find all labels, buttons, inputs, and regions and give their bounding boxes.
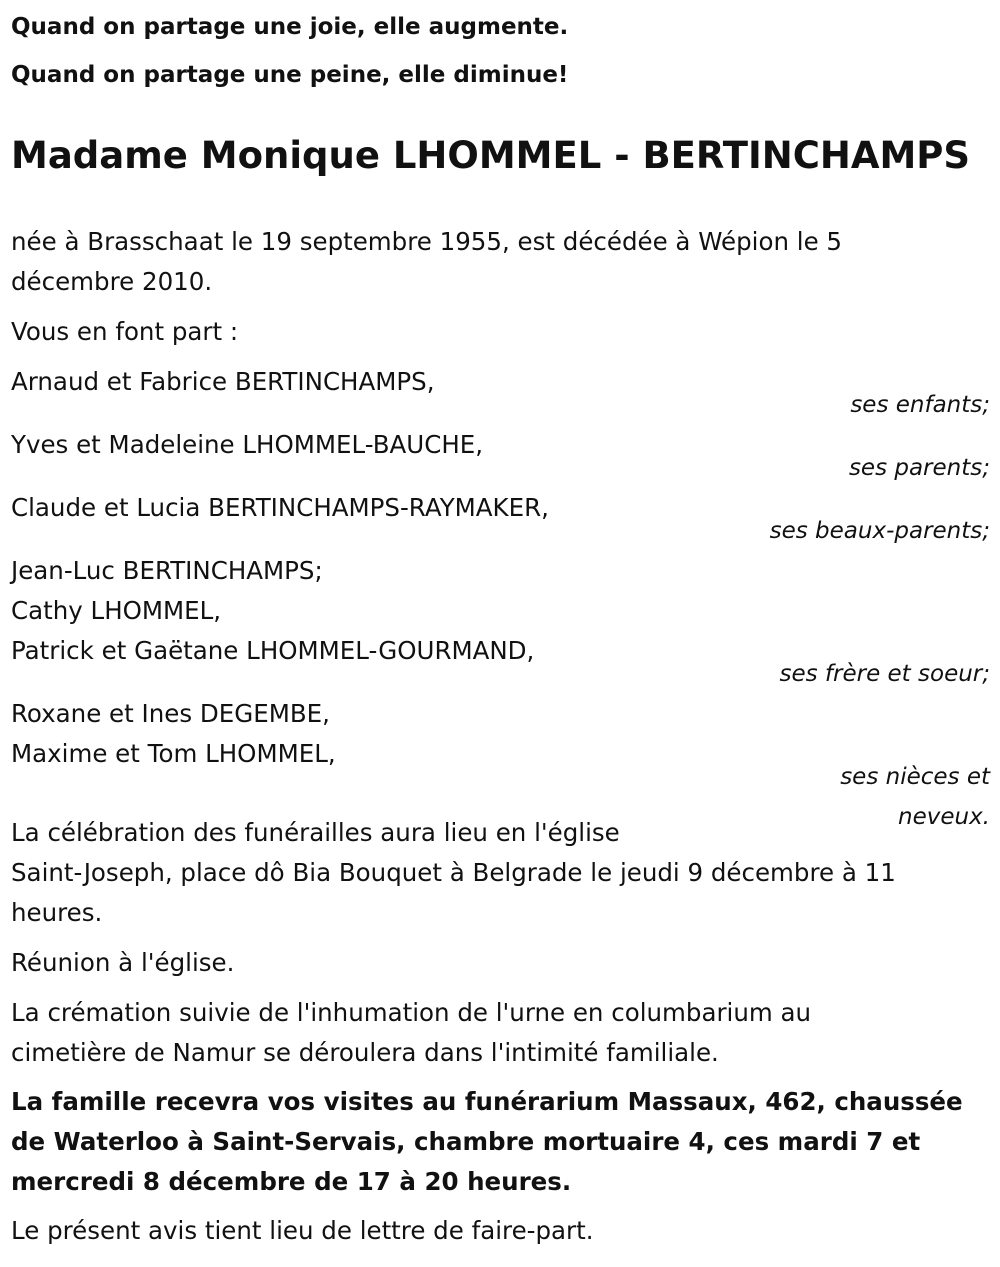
family-names: Arnaud et Fabrice BERTINCHAMPS, — [11, 367, 435, 396]
visits-line-2: de Waterloo à Saint-Servais, chambre mortuaire 4, ces mardi 7 et — [11, 1127, 921, 1156]
family-names: Claude et Lucia BERTINCHAMPS-RAYMAKER, — [11, 493, 549, 522]
family-names: Maxime et Tom LHOMMEL, — [11, 739, 336, 768]
meeting-note: Réunion à l'église. — [11, 948, 235, 977]
deceased-name: Madame Monique LHOMMEL - BERTINCHAMPS — [11, 134, 971, 177]
family-names: Jean-Luc BERTINCHAMPS; — [11, 556, 323, 585]
quote-line-2: Quand on partage une peine, elle diminue! — [11, 62, 569, 88]
family-role: neveux. — [898, 804, 990, 830]
family-names: Yves et Madeleine LHOMMEL-BAUCHE, — [11, 430, 484, 459]
visits-line-3: mercredi 8 décembre de 17 à 20 heures. — [11, 1167, 572, 1196]
announcement: Vous en font part : — [11, 317, 239, 346]
family-role: ses frère et soeur; — [779, 661, 990, 687]
closing-note: Le présent avis tient lieu de lettre de faire-part. — [11, 1216, 594, 1245]
visits-line-1: La famille recevra vos visites au funérarium Massaux, 462, chaussée — [11, 1087, 963, 1116]
family-role: ses beaux-parents; — [769, 518, 990, 544]
cremation-line-2: cimetière de Namur se déroulera dans l'intimité familiale. — [11, 1038, 719, 1067]
funeral-line-2: Saint-Joseph, place dô Bia Bouquet à Belgrade le jeudi 9 décembre à 11 — [11, 858, 896, 887]
family-role: ses nièces et — [840, 764, 990, 790]
quote-line-1: Quand on partage une joie, elle augmente. — [11, 14, 569, 40]
family-names: Patrick et Gaëtane LHOMMEL-GOURMAND, — [11, 636, 535, 665]
birth-death-line-1: née à Brasschaat le 19 septembre 1955, est décédée à Wépion le 5 — [11, 227, 843, 256]
funeral-line-1: La célébration des funérailles aura lieu en l'église — [11, 818, 620, 847]
cremation-line-1: La crémation suivie de l'inhumation de l'urne en columbarium au — [11, 998, 812, 1027]
family-role: ses parents; — [848, 455, 990, 481]
funeral-line-3: heures. — [11, 898, 103, 927]
family-names: Roxane et Ines DEGEMBE, — [11, 699, 330, 728]
family-role: ses enfants; — [850, 392, 990, 418]
family-names: Cathy LHOMMEL, — [11, 596, 222, 625]
birth-death-line-2: décembre 2010. — [11, 267, 213, 296]
